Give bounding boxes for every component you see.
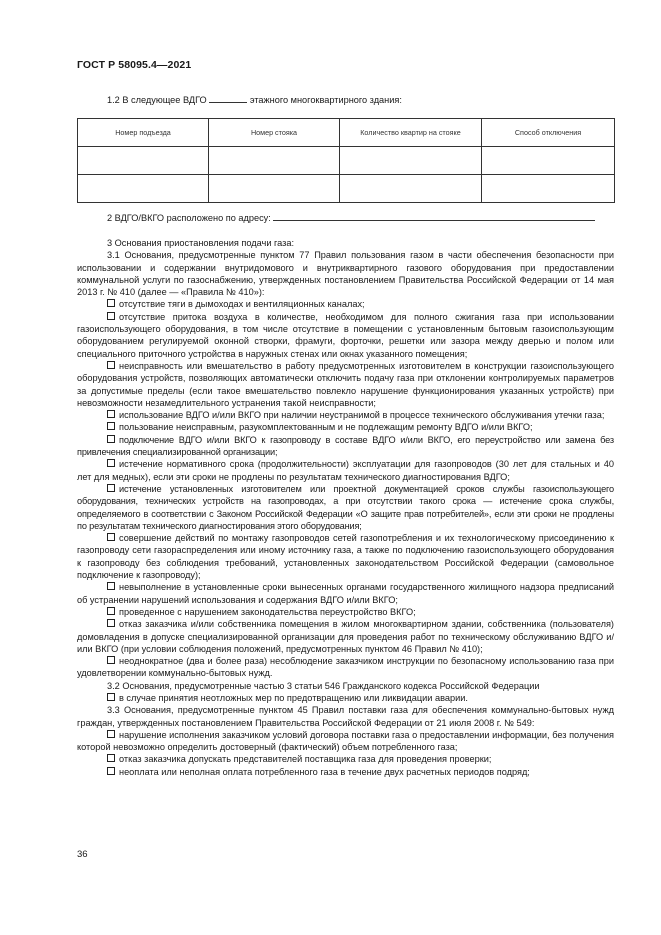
section-3-1: 3.1 Основания, предусмотренные пунктом 77 Правил пользования газом в части обеспечения безопасности при использовании и содержании внутридомового и внутриквартирного газового оборудования при предоставлении коммунальной услуги по газоснабжению, утвержденных постановлением Правительства Российской Федерации от 14 мая 2013 г. № 410 (далее — «Правила № 410»): bbox=[77, 250, 614, 298]
floors-blank bbox=[209, 93, 247, 103]
section-1-2-pre: 1.2 В следующее ВДГО bbox=[107, 95, 207, 105]
list-item: использование ВДГО и/или ВКГО при наличии неустранимой в процессе технического обслуживания утечки газа; bbox=[77, 409, 614, 421]
table-row bbox=[78, 147, 615, 175]
checkbox-icon bbox=[107, 410, 115, 418]
table-row bbox=[78, 175, 615, 203]
table-cell bbox=[78, 175, 209, 203]
list-item: отказ заказчика и/или собственника помещения в жилом многоквартирном здании, собственника (пользователя) домовладения в допуске специализированной организации для проведения работ по техническому обслуживанию ВДГО и/или ВКГО (при условии соблюдения положений, предусмотренных пунктом 46 Правил № 410); bbox=[77, 619, 614, 654]
list-item: неисправность или вмешательство в работу предусмотренных изготовителем в конструкции газоиспользующего оборудования устройств, позволяющих автоматически отключить подачу газа при отклонении контролируемых параметров за допустимые пределы (если такое вмешательство повлекло нарушение функционирования указанных устройств) при невозможности незамедлительного устранения такой неисправности; bbox=[77, 360, 614, 408]
checkbox-icon bbox=[107, 299, 115, 307]
checkbox-icon bbox=[107, 693, 115, 701]
checkbox-icon bbox=[107, 767, 115, 775]
checkbox-icon bbox=[107, 422, 115, 430]
list-item: неоплата или неполная оплата потребленного газа в течение двух расчетных периодов подряд; bbox=[77, 766, 614, 778]
list-item: нарушение исполнения заказчиком условий договора поставки газа о предоставлении информации, без получения которой невозможно определить достоверный (фактический) объем потребленного газа; bbox=[77, 729, 614, 753]
list-item: истечение нормативного срока (продолжительности) эксплуатации для газопроводов (30 лет для стальных и 40 лет для медных), если эти сроки не продлены по результатам технического диагностирования ВДГО; bbox=[77, 459, 614, 482]
list-item: совершение действий по монтажу газопроводов сетей газопотребления и их технологическому присоединению к газопроводу сети газораспределения или иному источнику газа, а также по подключению газоиспользующего оборудования к газопроводу без соблюдения требований, установленных законодательством Российской Федерации (самовольное подключение к газопроводу); bbox=[77, 533, 614, 581]
list-item: подключение ВДГО и/или ВКГО к газопроводу в составе ВДГО и/или ВКГО, его переустройство или замена без привлечения специализированной организации; bbox=[77, 434, 614, 458]
section-3-heading: 3 Основания приостановления подачи газа: bbox=[107, 238, 295, 248]
checkbox-icon bbox=[107, 312, 115, 320]
checkbox-icon bbox=[107, 730, 115, 738]
address-blank bbox=[273, 211, 595, 221]
table-cell bbox=[482, 175, 615, 203]
list-item: неоднократное (два и более раза) несоблюдение заказчиком инструкции по безопасному использованию газа при удовлетворении коммунально-бытовых нужд. bbox=[77, 656, 614, 679]
section-2 bbox=[107, 211, 595, 224]
checkbox-icon bbox=[107, 484, 115, 492]
section-1-2 bbox=[107, 93, 402, 106]
checkbox-icon bbox=[107, 361, 115, 369]
list-item: в случае принятия неотложных мер по предотвращению или ликвидации аварии. bbox=[77, 692, 614, 704]
checkbox-icon bbox=[107, 459, 115, 467]
list-item: пользование неисправным, разукомплектованным и не подлежащим ремонту ВДГО и/или ВКГО; bbox=[77, 421, 614, 433]
section-3-3: 3.3 Основания, предусмотренные пунктом 45 Правил поставки газа для обеспечения коммунально-бытовых нужд граждан, утвержденных постановлением Правительства Российской Федерации от 21 июля 2008 г. № 549: bbox=[77, 705, 614, 728]
section-3-2: 3.2 Основания, предусмотренные частью 3 статьи 546 Гражданского кодекса Российской Федерации bbox=[107, 680, 540, 691]
section-1-2-post: этажного многоквартирного здания: bbox=[249, 95, 402, 105]
table-header-cell: Номер стояка bbox=[209, 119, 340, 147]
table-header-cell: Способ отключения bbox=[482, 119, 615, 147]
document-header: ГОСТ Р 58095.4—2021 bbox=[77, 59, 192, 71]
checkbox-icon bbox=[107, 754, 115, 762]
checkbox-icon bbox=[107, 656, 115, 664]
table-header-cell: Номер подъезда bbox=[78, 119, 209, 147]
table-cell bbox=[340, 147, 482, 175]
checkbox-icon bbox=[107, 619, 115, 627]
checkbox-icon bbox=[107, 533, 115, 541]
riser-table bbox=[77, 118, 615, 203]
table-header-row bbox=[78, 119, 615, 147]
list-item: отсутствие тяги в дымоходах и вентиляционных каналах; bbox=[77, 298, 614, 310]
table-cell bbox=[482, 147, 615, 175]
list-item: невыполнение в установленные сроки вынесенных органами государственного жилищного надзора предписаний об устранении нарушений использования и содержания ВДГО и/или ВКГО; bbox=[77, 582, 614, 605]
table-cell bbox=[209, 147, 340, 175]
checkbox-icon bbox=[107, 582, 115, 590]
checkbox-icon bbox=[107, 607, 115, 615]
table-header-cell: Количество квартир на стояке bbox=[340, 119, 482, 147]
table-cell bbox=[78, 147, 209, 175]
list-item: проведенное с нарушением законодательства переустройство ВКГО; bbox=[77, 606, 614, 618]
checkbox-icon bbox=[107, 435, 115, 443]
section-2-text: 2 ВДГО/ВКГО расположено по адресу: bbox=[107, 213, 271, 223]
list-item: отказ заказчика допускать представителей поставщика газа для проведения проверки; bbox=[77, 753, 614, 765]
list-item: истечение установленных изготовителем или проектной документацией сроков службы газоиспользующего оборудования, технических устройств на газопроводах, а при отсутствии такого срока — истечение срока службы, определяемого в соответствии с Законом Российской Федерации «О защите прав потребителей», если эти сроки не продлены по результатам технического диагностирования этого оборудования; bbox=[77, 483, 614, 531]
table-cell bbox=[340, 175, 482, 203]
page-number: 36 bbox=[77, 849, 88, 860]
table-cell bbox=[209, 175, 340, 203]
list-item: отсутствие притока воздуха в количестве, необходимом для полного сжигания газа при использовании газоиспользующего оборудования, в том числе отсутствие в помещении с установленным бытовым газоиспользующим оборудованием регулируемой оконной створки, фрамуги, форточки, решетки или зазора между дверью и полом или специального приточного устройства в наружных стенах или окнах указанного помещения; bbox=[77, 311, 614, 359]
grounds-body bbox=[77, 237, 614, 778]
